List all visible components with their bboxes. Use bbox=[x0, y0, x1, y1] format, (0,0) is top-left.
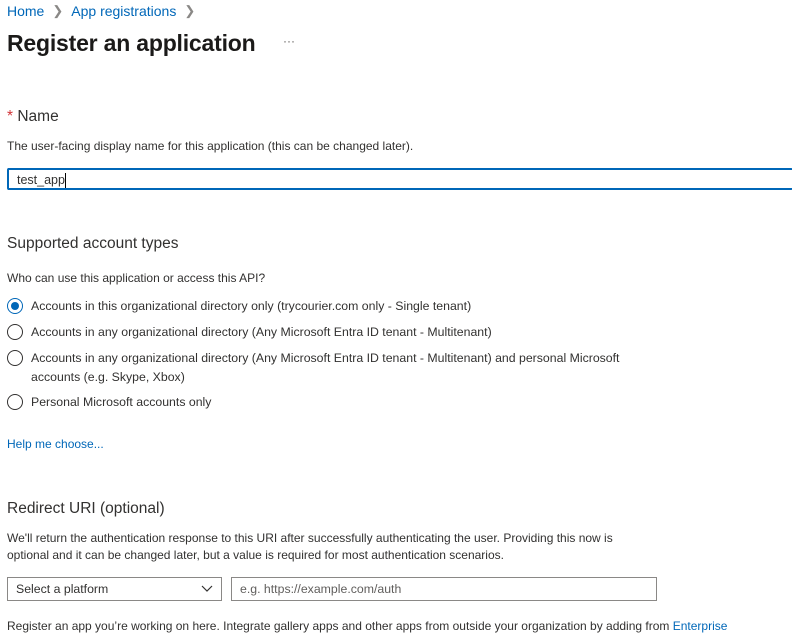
name-label bbox=[7, 108, 59, 126]
footer-text bbox=[7, 619, 727, 633]
chevron-down-icon bbox=[201, 585, 213, 593]
footer-text-body: Register an app you’re working on here. Integrate gallery apps and other apps from outside your organization by adding from bbox=[7, 619, 673, 633]
breadcrumb-home[interactable]: Home bbox=[7, 3, 45, 19]
text-cursor bbox=[65, 173, 66, 188]
enterprise-apps-link[interactable]: Enterprise bbox=[672, 619, 728, 633]
radio-label-line2: accounts (e.g. Skype, Xbox) bbox=[31, 370, 185, 384]
radio-icon[interactable] bbox=[7, 394, 23, 410]
redirect-uri-input[interactable] bbox=[231, 577, 657, 601]
breadcrumb bbox=[7, 3, 195, 19]
radio-single-tenant[interactable] bbox=[7, 299, 471, 314]
platform-select-value: Select a platform bbox=[16, 582, 109, 596]
redirect-description-line1: We'll return the authentication response to this URI after successfully authenticating the user. Providing this now is bbox=[7, 531, 613, 545]
radio-multitenant[interactable] bbox=[7, 325, 492, 340]
radio-icon[interactable] bbox=[7, 324, 23, 340]
account-types-question: Who can use this application or access this API? bbox=[7, 271, 266, 285]
radio-label: Accounts in any organizational directory (Any Microsoft Entra ID tenant - Multitenant) bbox=[31, 325, 492, 339]
required-mark: * bbox=[7, 108, 14, 125]
redirect-uri-heading: Redirect URI (optional) bbox=[7, 500, 165, 517]
radio-label-line1: Accounts in any organizational directory (Any Microsoft Entra ID tenant - Multitenant) and personal Microsoft bbox=[31, 351, 620, 365]
page-title: Register an application bbox=[7, 30, 256, 56]
name-input-value: test_app bbox=[17, 173, 65, 187]
radio-label: Personal Microsoft accounts only bbox=[31, 395, 212, 409]
radio-icon[interactable] bbox=[7, 350, 23, 366]
more-options-button[interactable]: ··· bbox=[283, 34, 295, 48]
radio-selected-icon[interactable] bbox=[7, 298, 23, 314]
name-input[interactable] bbox=[7, 168, 792, 190]
radio-label bbox=[31, 349, 619, 387]
radio-multitenant-personal[interactable] bbox=[7, 351, 619, 387]
name-description: The user-facing display name for this application (this can be changed later). bbox=[7, 139, 414, 153]
platform-select[interactable] bbox=[7, 577, 222, 601]
name-label-text: Name bbox=[17, 108, 59, 125]
chevron-right-icon: ❯ bbox=[184, 3, 196, 18]
redirect-uri-placeholder: e.g. https://example.com/auth bbox=[240, 582, 402, 596]
chevron-right-icon: ❯ bbox=[52, 3, 64, 18]
help-me-choose-link[interactable]: Help me choose... bbox=[7, 437, 104, 451]
redirect-description bbox=[7, 530, 613, 564]
redirect-description-line2: optional and it can be changed later, but a value is required for most authentication scenarios. bbox=[7, 548, 504, 562]
radio-personal-only[interactable] bbox=[7, 395, 211, 410]
account-types-heading: Supported account types bbox=[7, 235, 179, 252]
radio-label: Accounts in this organizational directory only (trycourier.com only - Single tenant) bbox=[31, 299, 472, 313]
breadcrumb-app-registrations[interactable]: App registrations bbox=[71, 3, 177, 19]
